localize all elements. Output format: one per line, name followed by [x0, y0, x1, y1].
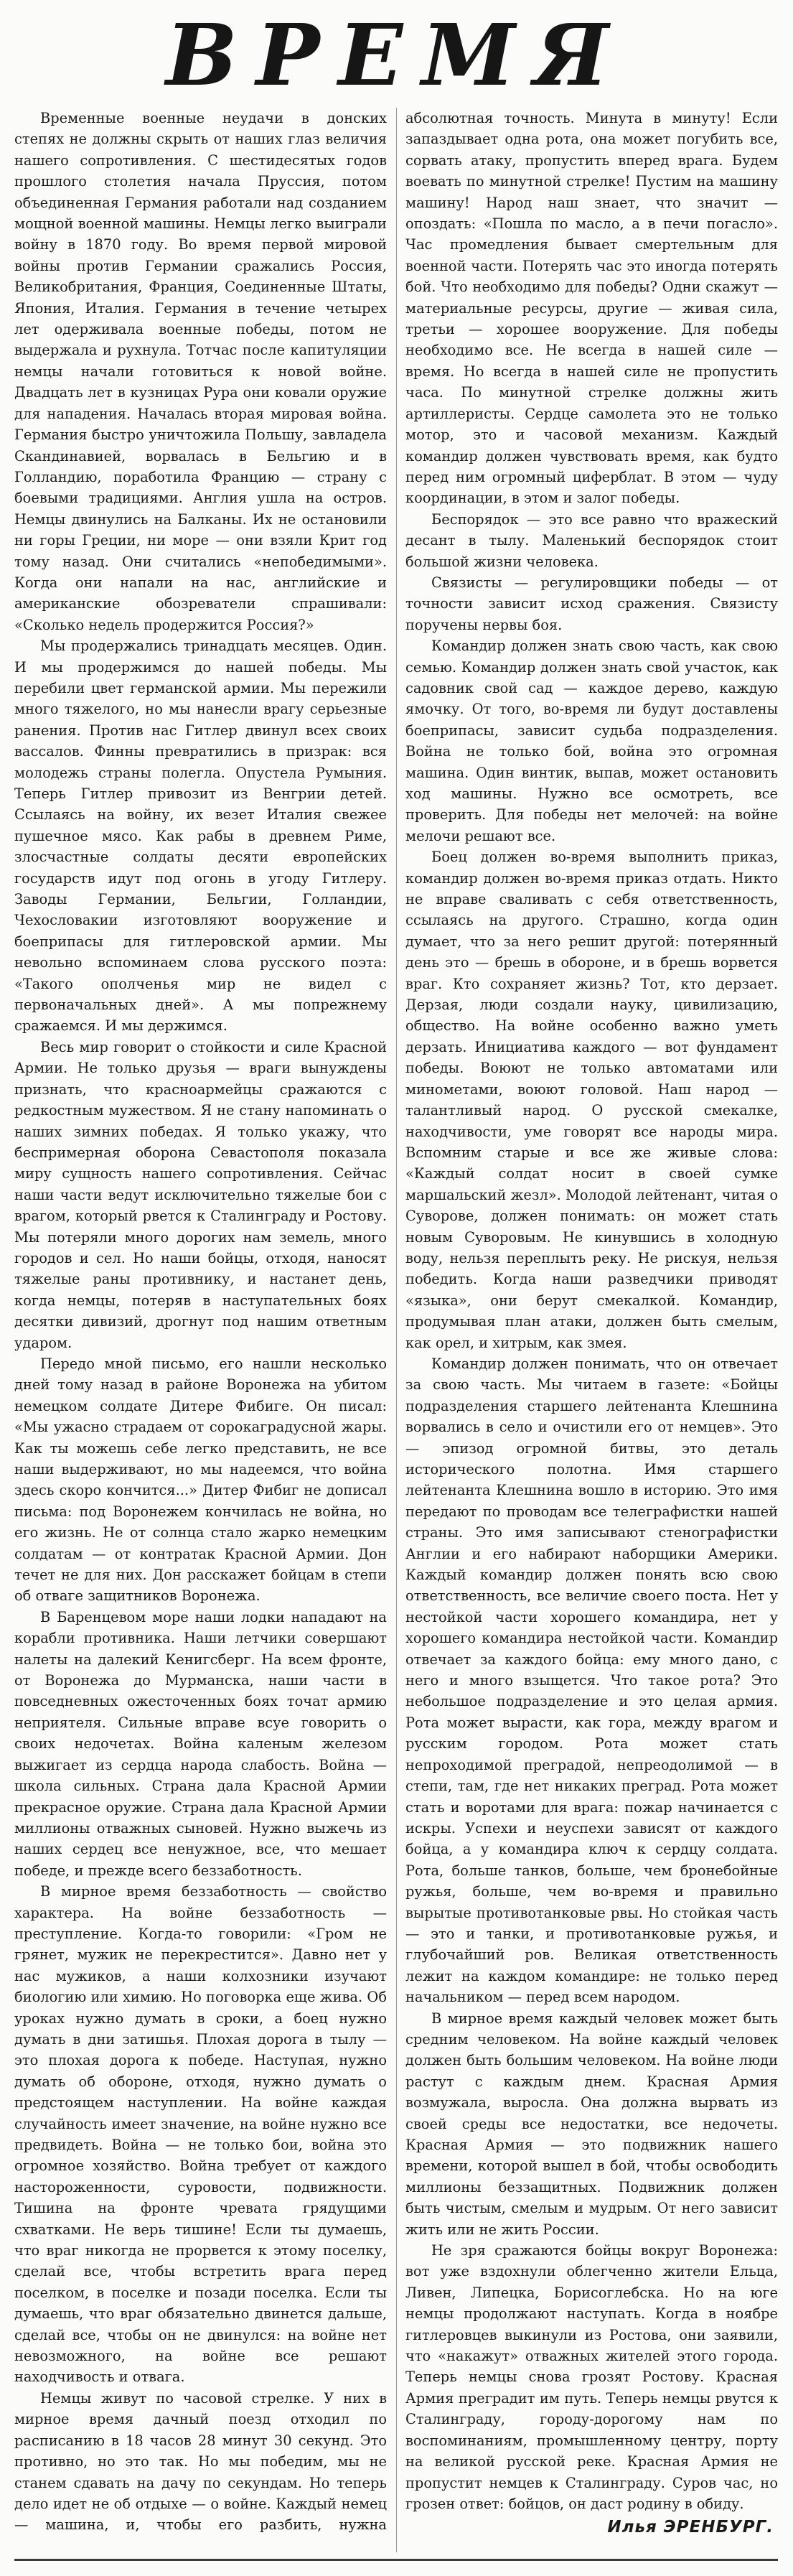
article-paragraph-13: В мирное время каждый человек может быть средним человеком. На войне каждый человек должен быть большим человеком. На войне люди растут с каждым днем. Красная Армия возмужала, выросла. Она должна вырвать из своей среды все недостатки, все недочеты. Красная Армия — это подвижник нашего времени, которой вышел в бой, чтобы освободить миллионы беззащитных. Подвижник должен быть чистым, смелым и мудрым. От него зависит жить или не жить России.: [405, 2010, 778, 2238]
article-paragraph-12: Командир должен понимать, что он отвечает за свою часть. Мы читаем в газете: «Бойцы подразделения старшего лейтенанта Клешнина ворвались в село и очистили его от немцев». Это — эпизод огромной битвы, это деталь исторического полотна. Имя старшего лейтенанта Клешнина вошло в историю. Это имя передают по проводам все телеграфистки нашей страны. Это имя записывают стенографистки Англии и его набирают наборщики Америки. Каждый командир должен понять всю свою ответственность, все величие своего поста. Нет у нестойкой части хорошего командира, нет у хорошего командира нестойкой части. Командир отвечает за каждого бойца: ему много дано, с него и много взыщется. Что такое рота? Это небольшое подразделение и это целая армия. Рота может вырасти, как гора, между врагом и русским городом. Рота может стать непроходимой преградой, непреодолимой — в степи, там, где нет никаких преград. Рота может стать и воротами для врага: пожар начинается с искры. Успехи и неуспехи зависят от каждого бойца, а у командира ключ к сердцу солдата. Рота, больше танков, больше, чем бронебойные ружья, больше, чем во-время и правильно вырытые противотанковые рвы. Но стойкая часть — это и танки, и противотанковые ружья, и глубочайший ров. Великая ответственность лежит на каждом командире: не только перед начальником — перед всем народом.: [405, 1355, 778, 2006]
article-paragraph-10: Командир должен знать свою часть, как свою семью. Командир должен знать свой участок, как садовник свой сад — каждое дерево, каждую ямочку. От того, во-время ли будут доставлены боеприпасы, зависит судьба подразделения. Война не только бой, война это огромная машина. Один винтик, выпав, может остановить ход машины. Нужно все осмотреть, все проверить. Для победы нет мелочей: на войне мелочи решают все.: [405, 638, 778, 844]
article-paragraph-11: Боец должен во-время выполнить приказ, командир должен во-время приказ отдать. Никто не вправе сваливать с себя ответственность, ссылаясь на другого. Страшно, когда один думает, что за него решит другой: потерянный день это — брешь в обороне, и в брешь ворвется враг. Кто сохраняет жизнь? Тот, кто дерзает. Дерзая, люди создали науку, цивилизацию, общество. На войне особенно важно уметь дерзать. Инициатива каждого — вот фундамент победы. Воюют не только автоматами или минометами, воюют головой. Наш народ — талантливый народ. О русской смекалке, находчивости, уме говорят все народы мира. Вспомним старые и все же живые слова: «Каждый солдат носит в своей сумке маршальский жезл». Молодой лейтенант, читая о Суворове, должен понимать: он может стать новым Суворовым. Не кинувшись в холодную воду, нельзя переплыть реку. Не рискуя, нельзя победить. Когда наши разведчики приводят «языка», они берут смекалкой. Командир, продумывая план атаки, должен быть смелым, как орел, и хитрым, как змея.: [405, 849, 778, 1351]
article-paragraph-14: Не зря сражаются бойцы вокруг Воронежа: вот уже вздохнули облегченно жители Ельца, Ливен, Липецка, Борисоглебска. Но на юге немцы продолжают наступать. Когда в ноябре гитлеровцев выкинули из Ростова, они заявили, что «накажут» отважных жителей этого города. Теперь немцы снова грозят Ростову. Красная Армия преградит им путь. Теперь немцы рвутся к Сталинграду, городу-дорогому нам по воспоминаниям, промышленному центру, порту на великой русской реке. Красная Армия не пропустит немцев к Сталинграду. Суров час, но грозен ответ: бойцов, он даст родину в обиду.: [405, 2242, 778, 2512]
article-paragraph-6: В мирное время беззаботность — свойство характера. На войне беззаботность — преступление. Когда-то говорили: «Гром не грянет, мужик не перекрестится». Давно нет у нас мужиков, а наши колхозники изучают биологию или химию. Но поговорка еще жива. Об уроках нужно думать в сроки, а боец нужно думать в дни затишья. Плохая дорога в тылу — это плохая дорога к победе. Наступая, нужно думать об обороне, отходя, нужно думать о предстоящем наступлении. На войне каждая случайность имеет значение, на войне нужно все предвидеть. Война — не только бои, война это огромное хозяйство. Война требует от каждого настороженности, суровости, подвижности. Тишина на фронте чревата грядущими схватками. Не верь тишине! Если ты думаешь, что враг никогда не прорвется к этому поселку, сделай все, чтобы встретить врага перед поселком, в поселке и позади поселка. Если ты думаешь, что враг обязательно двинется дальше, сделай все, чтобы он не двинулся: на войне нет невозможного, на войне все решают находчивость и отвага.: [14, 1883, 387, 2386]
article-paragraph-7: Немцы живут по часовой стрелке. У них в мирное время дачный поезд отходил по расписанию в 18 часов 28 минут 30 секунд. Это противно, но это так. Но мы победим, мы не станем сдавать на дачу по секундам. Но теперь дело идет не об отдыхе — о войне. Каждый немец — машина, и, чтобы его разбить, нужна абсолютная точность. Минута в минуту! Если запаздывает одна рота, она может погубить все, сорвать атаку, пропустить вперед врага. Будем воевать по минутной стрелке! Пустим на машину машину! Народ наш знает, что значит — опоздать: «Пошла по масло, а в печи погасло». Час промедления бывает смертельным для военной части. Потерять час это иногда потерять бой. Что необходимо для победы? Одни скажут — материальные ресурсы, другие — живая сила, третьи — хорошее вооружение. Для победы необходимо все. Не всегда в нашей силе — время. Но всегда в нашей силе не пропустить часа. По минутной стрелке должны жить артиллеристы. Сердце самолета это не только мотор, это и часовой механизм. Каждый командир должен чувствовать время, как будто перед ним огромный циферблат. В этом — чуду координации, в этом и залог победы.: [14, 110, 778, 2534]
article-paragraph-5: В Баренцевом море наши лодки нападают на корабли противника. Наши летчики совершают налеты на далекий Кенигсберг. На всем фронте, от Воронежа до Мурманска, наши части в повседневных ожесточенных боях точат армию неприятеля. Сильные вправе всуе говорить о своих недочетах. Война каленым железом выжигает из сердца народа слабость. Война — школа сильных. Страна дала Красной Армии прекрасное оружие. Страна дала Красной Армии миллионы отважных сыновей. Нужно выжечь из наших сердец все ненужное, все, что мешает победе, и прежде всего беззаботность.: [14, 1608, 387, 1879]
article-paragraph-1: Временные военные неудачи в донских степях не должны скрыть от наших глаз величия нашего сопротивления. С шестидесятых годов прошлого столетия начала Пруссия, потом объединенная Германия работали над созданием мощной военной машины. Немцы легко выиграли войну в 1870 году. Во время первой мировой войны против Германии сражались Россия, Великобритания, Франция, Соединенные Штаты, Япония, Италия. Германия в течение четырех лет одерживала военные победы, потом не выдержала и рухнула. Тотчас после капитуляции немцы начали готовиться к новой войне. Двадцать лет в кузницах Рура они ковали оружие для нападения. Началась вторая мировая война. Германия быстро уничтожила Польшу, завладела Скандинавией, ворвалась в Бельгию и в Голландию, поработила Францию — страну с боевыми традициями. Англия ушла на остров. Немцы двинулись на Балканы. Их не остановили ни горы Греции, ни море — они взяли Крит год тому назад. Они считались «непобедимыми». Когда они напали на нас, английские и американские обозреватели спрашивали: «Сколько недель продержится Россия?»: [14, 110, 387, 633]
bottom-divider: [14, 2559, 778, 2561]
article-paragraph-3: Весь мир говорит о стойкости и силе Красной Армии. Не только друзья — враги вынуждены признать, что красноармейцы сражаются с редкостным мужеством. Я не стану напоминать о наших зимних победах. Я только укажу, что беспримерная оборона Севастополя показала миру сущность нашего сопротивления. Сейчас наши части ведут исключительно тяжелые бои с врагом, который рвется к Сталинграду и Ростову. Мы потеряли много дорогих нам земель, много городов и сел. Но наши бойцы, отходя, наносят тяжелые раны противнику, и настанет день, когда немцы, потеряв в наступательных боях десятки дивизий, дрогнут под нашим ответным ударом.: [14, 1038, 387, 1351]
article-paragraph-8: Беспорядок — это все равно что вражеский десант в тылу. Маленький беспорядок стоит большой жизни человека.: [405, 510, 778, 570]
article-paragraph-9: Связисты — регулировщики победы — от точности зависит исход сражения. Связисту поручены нервы боя.: [405, 574, 778, 633]
author-signature: Илья ЭРЕНБУРГ.: [607, 2518, 774, 2537]
article-paragraph-4: Передо мной письмо, его нашли несколько дней тому назад в районе Воронежа на убитом немецком солдате Дитере Фибиге. Он писал: «Мы ужасно страдаем от сорокаградусной жары. Как ты можешь себе легко представить, не все наши выдерживают, но мы надеемся, что война здесь скоро кончится...» Дитер Фибиг не дописал письма: под Воронежем кончилась не война, но его жизнь. Не от солнца стало жарко немецким солдатам — от контратак Красной Армии. Дон течет не для них. Дон расскажет бойцам в степи об отваге защитников Воронежа.: [14, 1355, 387, 1605]
article-paragraph-2: Мы продержались тринадцать месяцев. Один. И мы продержимся до нашей победы. Мы перебили цвет германской армии. Мы пережили много тяжелого, но мы нанесли врагу серьезные ранения. Против нас Гитлер двинул всех своих вассалов. Финны превратились в призрак: вся молодежь страны полегла. Опустела Румыния. Теперь Гитлер привозит из Венгрии детей. Ссылаясь на войну, их везет Италия свежее пушечное мясо. Как рабы в древнем Риме, злосчастные солдаты десяти европейских государств идут под огонь в угоду Гитлеру. Заводы Германии, Бельгии, Голландии, Чехословакии изготовляют вооружение и боеприпасы для гитлеровской армии. Мы невольно вспоминаем слова русского поэта: «Такого ополченья мир не видел с первоначальных дней». А мы попрежнему сражаемся. И мы держимся.: [14, 638, 387, 1035]
article-body: [14, 108, 778, 2552]
article-headline: ВРЕМЯ: [165, 5, 628, 105]
